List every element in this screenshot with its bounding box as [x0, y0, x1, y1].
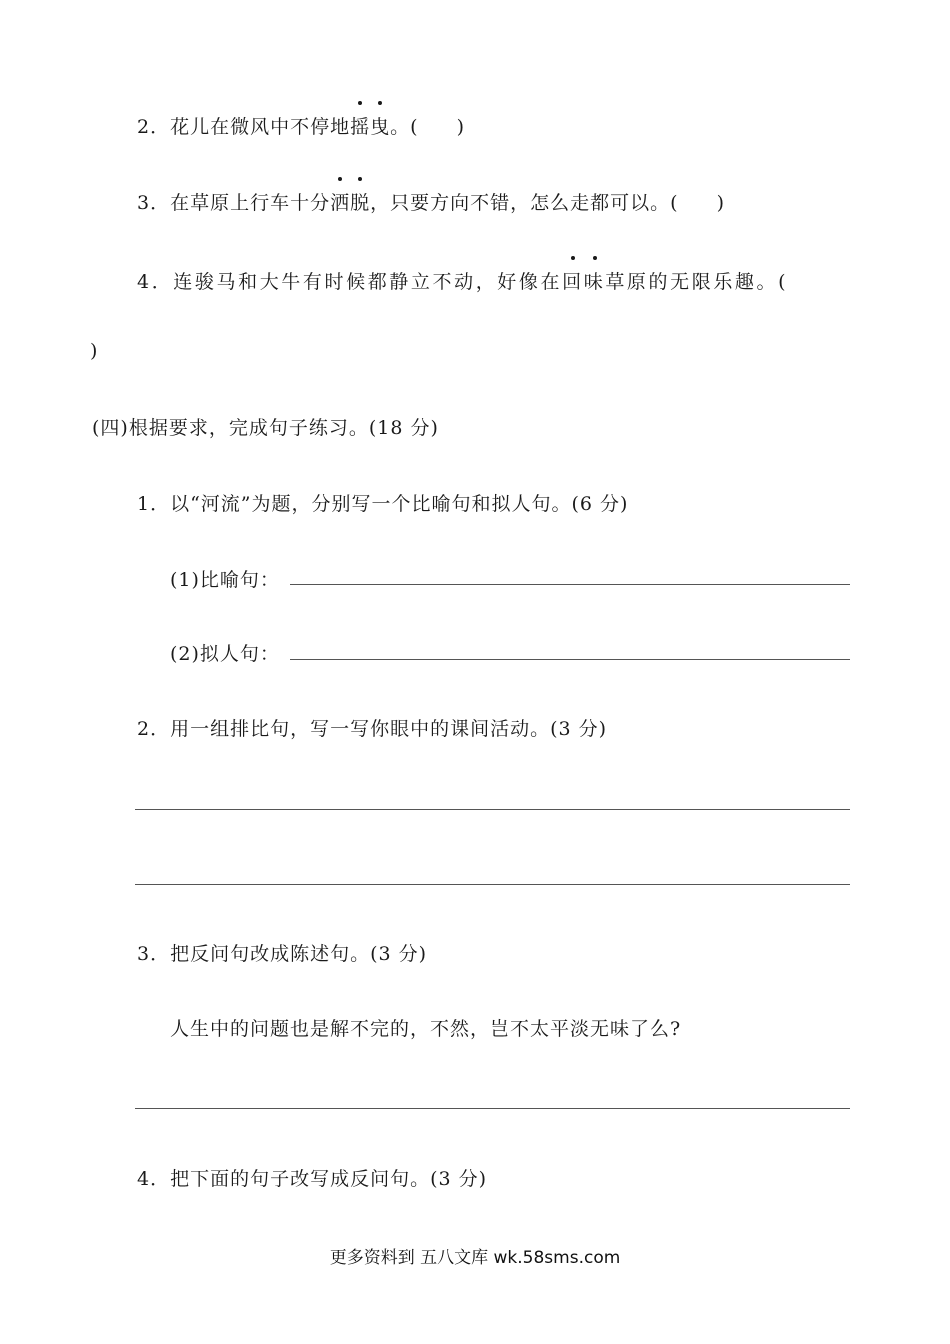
q2-text-before: 花儿在微风中不停地: [170, 116, 351, 138]
subq-3-sentence: 人生中的问题也是解不完的，不然，岂不太平淡无味了么?: [170, 1018, 682, 1040]
q3-text-after: ，只要方向不错，怎么走都可以。(: [370, 192, 679, 214]
personification-answer-line[interactable]: [290, 659, 850, 660]
q3-emphasis-char-2: 脱: [350, 188, 370, 215]
question-3: [137, 188, 725, 215]
subq-2: 2．用一组排比句，写一写你眼中的课间活动。(3 分): [137, 718, 608, 740]
q4-text-after: 草原的无限乐趣。(: [605, 271, 789, 293]
q2-close-paren: ): [456, 116, 465, 138]
subq-3: 3．把反问句改成陈述句。(3 分): [137, 943, 428, 965]
q3-text-before: 在草原上行车十分: [170, 192, 331, 214]
q2-emphasis-char-2: 曳: [370, 112, 390, 139]
q3-number: 3．: [137, 192, 171, 214]
q2-text-after: 。(: [390, 116, 419, 138]
q4-text-before: 连骏马和大牛有时候都静立不动，好像在: [173, 271, 563, 293]
parallelism-answer-line-2[interactable]: [135, 884, 850, 885]
section-4-heading: (四)根据要求，完成句子练习。(18 分): [92, 417, 439, 439]
question-4: [137, 267, 788, 294]
declarative-answer-line[interactable]: [135, 1108, 850, 1109]
simile-answer-line[interactable]: [290, 584, 850, 585]
subq-4: 4．把下面的句子改写成反问句。(3 分): [137, 1168, 488, 1190]
q4-emphasis-char-1: 回: [562, 267, 584, 294]
q2-number: 2．: [137, 116, 171, 138]
subq-1-simile-label: (1)比喻句：: [170, 569, 280, 591]
parallelism-answer-line-1[interactable]: [135, 809, 850, 810]
q3-emphasis-char-1: 洒: [330, 188, 350, 215]
question-2: [137, 112, 465, 139]
footer-source: 更多资料到 五八文库 wk.58sms.com: [329, 1248, 621, 1268]
subq-1: 1．以“河流”为题，分别写一个比喻句和拟人句。(6 分): [137, 493, 629, 515]
q4-emphasis-char-2: 味: [584, 267, 606, 294]
q2-emphasis-char-1: 摇: [350, 112, 370, 139]
q4-close-paren-wrapped: ): [90, 340, 99, 362]
q3-close-paren: ): [716, 192, 725, 214]
q4-number: 4．: [137, 271, 174, 293]
subq-1-personification-label: (2)拟人句：: [170, 643, 280, 665]
